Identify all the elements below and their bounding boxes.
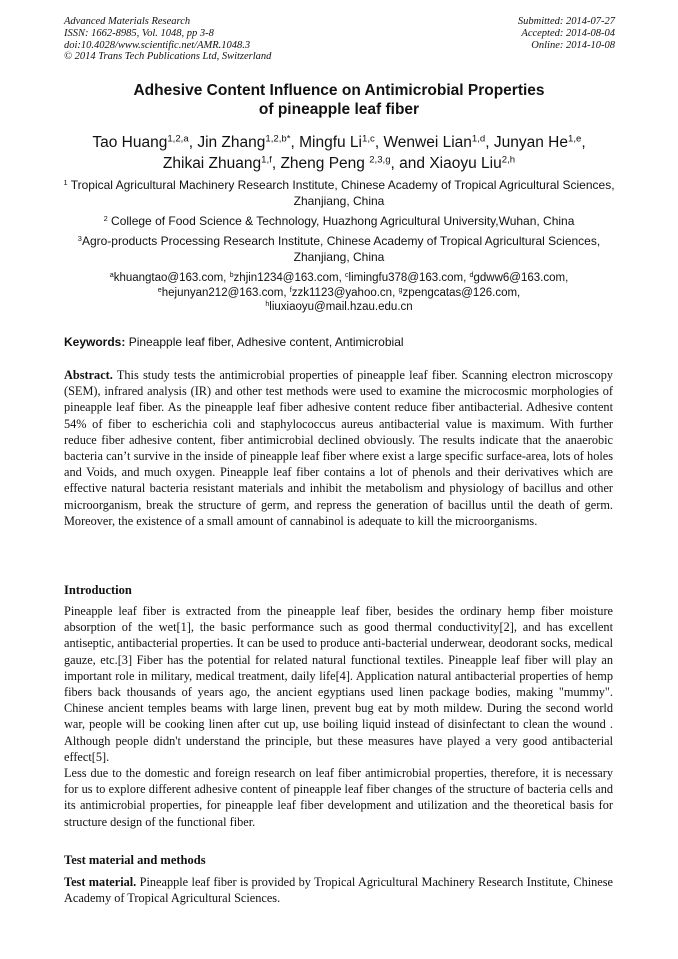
title-line: of pineapple leaf fiber bbox=[258, 101, 420, 118]
accepted-date: Accepted: 2014-08-04 bbox=[521, 27, 615, 39]
keywords-text: Pineapple leaf fiber, Adhesive content, Antimicrobial bbox=[125, 335, 404, 349]
email: $^a$khuangtao@163.com, bbox=[109, 271, 230, 284]
section-heading: Introduction bbox=[64, 583, 132, 597]
journal-copyright: © 2014 Trans Tech Publications Ltd, Switzerland bbox=[64, 51, 272, 63]
introduction-body bbox=[64, 603, 613, 830]
author: Wenwei Lian$^{1,d}$, bbox=[383, 133, 494, 151]
affiliation: $^1$ Tropical Agricultural Machinery Research Institute, Chinese Academy of Tropical Agricultural Sciences, Zhanjiang, China bbox=[63, 177, 615, 208]
author-list bbox=[40, 132, 638, 174]
journal-issn: ISSN: 1662-8985, Vol. 1048, pp 3-8 bbox=[64, 27, 214, 39]
abstract-label: Abstract. bbox=[64, 368, 113, 382]
author: and Xiaoyu Liu$^{2,h}$ bbox=[399, 154, 516, 172]
subsection-label: Test material. bbox=[64, 875, 137, 889]
author: Mingfu Li$^{1,c}$, bbox=[299, 133, 384, 151]
author: Zhikai Zhuang$^{1,f}$, bbox=[162, 154, 281, 172]
author: Tao Huang$^{1,2,a}$, bbox=[92, 133, 198, 151]
journal-info bbox=[64, 16, 271, 63]
paper-title bbox=[60, 81, 618, 119]
affiliation: $^3$Agro-products Processing Research Institute, Chinese Academy of Tropical Agricultural Sciences, Zhanjiang, China bbox=[77, 233, 601, 264]
email-list bbox=[50, 271, 628, 315]
journal-doi: doi:10.4028/www.scientific.net/AMR.1048.3 bbox=[64, 39, 251, 51]
keywords bbox=[64, 335, 404, 350]
author: Jin Zhang$^{1,2,b*}$, bbox=[197, 133, 300, 151]
affiliation: $^2$ College of Food Science & Technology, Huazhong Agricultural University,Wuhan, China bbox=[103, 213, 575, 228]
section-heading: Test material and methods bbox=[64, 853, 206, 867]
email: $^c$limingfu378@163.com, bbox=[344, 271, 470, 284]
email: $^h$liuxiaoyu@mail.hzau.edu.cn bbox=[265, 300, 413, 313]
paragraph: Less due to the domestic and foreign research on leaf fiber antimicrobial properties, therefore, it is necessary for us to explore different adhesive content of pineapple leaf fiber changes of the structure of bacteria cells and its antimicrobial properties, for pineapple leaf fiber development and utilization and the theoretical basis for structure design of the functional fiber. bbox=[64, 766, 613, 829]
paragraph: Pineapple leaf fiber is provided by Tropical Agricultural Machinery Research Institute, Chinese Academy of Tropical Agricultural Sciences. bbox=[64, 875, 613, 906]
submitted-date: Submitted: 2014-07-27 bbox=[517, 16, 615, 27]
email: $^e$hejunyan212@163.com, bbox=[157, 285, 290, 299]
abstract-text: This study tests the antimicrobial properties of pineapple leaf fiber. Scanning electron microscopy (SEM), infrared analysis (IR) and other test methods were used to examine the microcosmic morphologies of pineapple leaf fiber. As the pineapple leaf fiber adhesive content reduce fiber antibacterial. Adhesive content 54% of fiber to escherichia coli and staphylococcus aureus antibacterial value is maximum. With further reduce fiber adhesive content, fiber antimicrobial declined obviously. The results indicate that the anaerobic bacteria can’t survive in the inside of pineapple leaf fiber where exist a large specific surface-area, lots of holes and Voids, and much oxygen. Pineapple leaf fiber contains a lot of phenols and their derivatives which are effective natural bacteria resistant materials and inhibit the metabolism and physiology of bacillus and other microorganism, break the structure of germ, and repress the generation of bacillus until the death of germ. Moreover, the existence of a small amount of cannabinol is adequate to kill the microorganisms. bbox=[64, 368, 613, 528]
online-date: Online: 2014-10-08 bbox=[531, 39, 615, 51]
journal-name: Advanced Materials Research bbox=[64, 16, 191, 27]
email: $^d$gdww6@163.com, bbox=[469, 271, 569, 284]
author: Zheng Peng $^{2,3,g}$, bbox=[280, 154, 395, 172]
author: Junyan He$^{1,e}$, bbox=[493, 133, 586, 151]
submission-dates bbox=[518, 16, 615, 51]
email: $^g$zpengcatas@126.com, bbox=[398, 285, 521, 299]
paragraph: Pineapple leaf fiber is extracted from the pineapple leaf fiber, besides the ordinary hemp fiber moisture absorption of the wet[1], the basic performance such as good thermal conductivity[2], and has excellent antiseptic, antibacterial properties. It can be used to produce anti-bacterial underwear, deodorant socks, medical gauze, etc.[3] Fiber has the potential for related natural functional textiles. Pineapple leaf fiber will play an important role in military, medical treatment, daily life[4]. Application natural antibacterial properties of hemp fibers back thousands of years ago, the ancient egyptians used linen package bodies, making "mummy". Chinese ancient temples beams with large linen, prevent bug eat by moth mildew. During the second world war, people will be cooking linen after cut up, use boiling liquid instead of disinfectant to clean the wound . Although people didn't understand the principle, but these measures have played a very good antibacterial effect[5]. bbox=[64, 604, 613, 764]
methods-body bbox=[64, 874, 613, 906]
keywords-label: Keywords: bbox=[64, 335, 126, 349]
email: $^f$zzk1123@yahoo.cn, bbox=[289, 285, 399, 299]
email: $^b$zhjin1234@163.com, bbox=[229, 271, 345, 284]
title-line: Adhesive Content Influence on Antimicrobial Properties bbox=[133, 82, 545, 99]
abstract bbox=[64, 367, 613, 529]
